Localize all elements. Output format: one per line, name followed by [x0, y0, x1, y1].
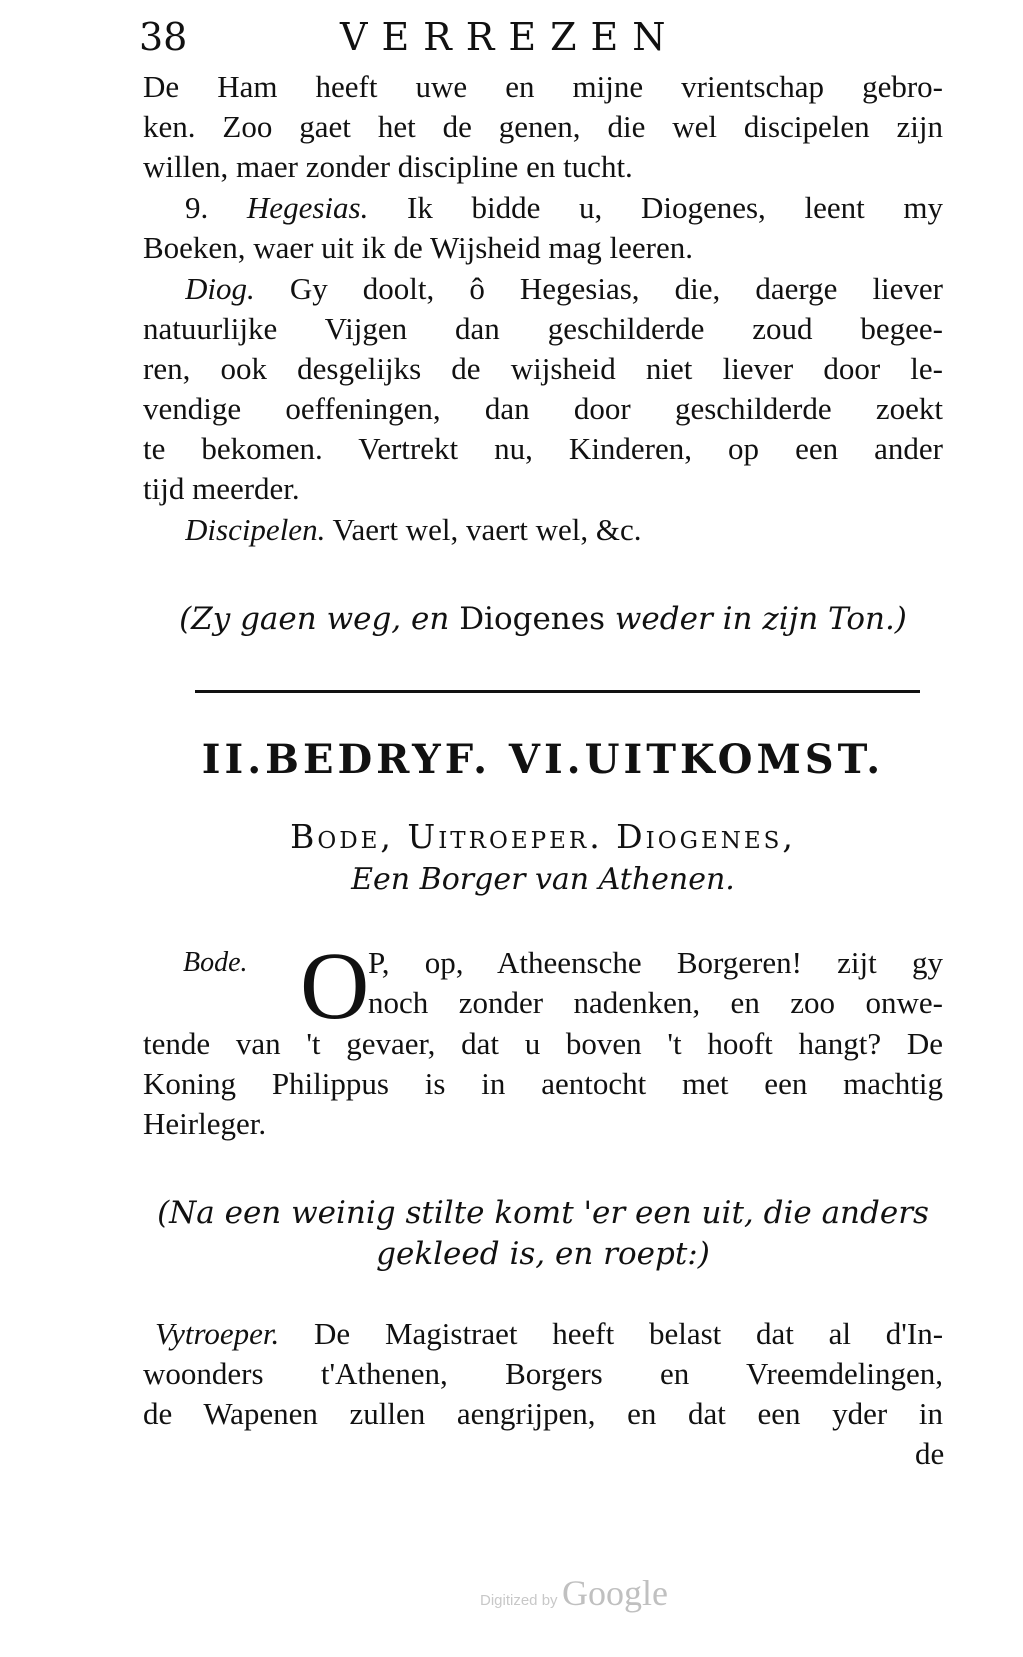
- speech-text: Gy doolt, ô Hegesias, die, daerge liever: [289, 271, 943, 306]
- act-title: II.BEDRYF. VI.UITKOMST.: [201, 736, 885, 783]
- speech-line: [185, 187, 943, 229]
- stage-name: Diogenes: [459, 601, 606, 637]
- cast-list: Bode, Uitroeper. Diogenes,: [290, 817, 796, 856]
- text-line: Koning Philippus is in aentocht met een machtig: [143, 1066, 943, 1101]
- drop-cap: O: [300, 932, 370, 1039]
- section-rule: [195, 690, 920, 693]
- text-line: ren, ook desgelijks de wijsheid niet liever door le-: [143, 351, 943, 386]
- text-line: de Wapenen zullen aengrijpen, en dat een yder in: [143, 1396, 943, 1431]
- speech-line: [155, 1313, 943, 1355]
- speaker-name: Hegesias.: [246, 190, 369, 225]
- text-line: vendige oeffeningen, dan door geschilderde zoekt: [143, 391, 943, 426]
- stage-direction: (Na een weinig stilte komt 'er een uit, die anders: [157, 1195, 929, 1231]
- text-line: Heirleger.: [143, 1106, 267, 1141]
- text-line: natuurlijke Vijgen dan geschilderde zoud begee-: [143, 311, 943, 346]
- catchword: de: [915, 1436, 945, 1471]
- text-line: Boeken, waer uit ik de Wijsheid mag leeren.: [143, 230, 693, 265]
- stage-direction: [143, 598, 943, 640]
- google-wordmark: Google: [562, 1573, 668, 1613]
- running-title: VERREZEN: [340, 15, 680, 59]
- cast-list-continued: Een Borger van Athenen.: [351, 862, 735, 897]
- stage-direction: gekleed is, en roept:): [376, 1236, 710, 1272]
- speech-number: 9.: [185, 190, 209, 225]
- page-number: 38: [139, 15, 188, 59]
- text-line: willen, maer zonder discipline en tucht.: [143, 149, 633, 184]
- digitized-label: Digitized by: [480, 1592, 558, 1609]
- speech-text: noch zonder nadenken, en zoo onwe-: [368, 985, 943, 1020]
- text-line: ken. Zoo gaet het de genen, die wel discipelen zijn: [143, 109, 943, 144]
- text-line: tijd meerder.: [143, 471, 300, 506]
- speaker-name: Diog.: [185, 271, 255, 306]
- speaker-name: Discipelen.: [185, 512, 326, 547]
- stage-text: (Zy gaen weg, en: [179, 601, 450, 637]
- speaker-name: Bode.: [183, 947, 248, 978]
- digitized-watermark: [480, 1572, 668, 1614]
- speech-text: Ik bidde u, Diogenes, leent my: [407, 190, 943, 225]
- speech-line: [185, 509, 943, 551]
- text-line: woonders t'Athenen, Borgers en Vreemdelingen,: [143, 1356, 943, 1391]
- text-line: te bekomen. Vertrekt nu, Kinderen, op een ander: [143, 431, 943, 466]
- text-line: tende van 't gevaer, dat u boven 't hooft hangt? De: [143, 1026, 943, 1061]
- speaker-name: Vytroeper.: [155, 1316, 280, 1351]
- stage-text: weder in zijn Ton.): [614, 601, 907, 637]
- text-line: De Ham heeft uwe en mijne vrientschap gebro-: [143, 69, 943, 104]
- speech-line: [185, 268, 943, 310]
- speech-text: Vaert wel, vaert wel, &c.: [332, 512, 642, 547]
- speech-text: De Magistraet heeft belast dat al d'In-: [314, 1316, 943, 1351]
- speech-text: P, op, Atheensche Borgeren! zijt gy: [368, 945, 943, 980]
